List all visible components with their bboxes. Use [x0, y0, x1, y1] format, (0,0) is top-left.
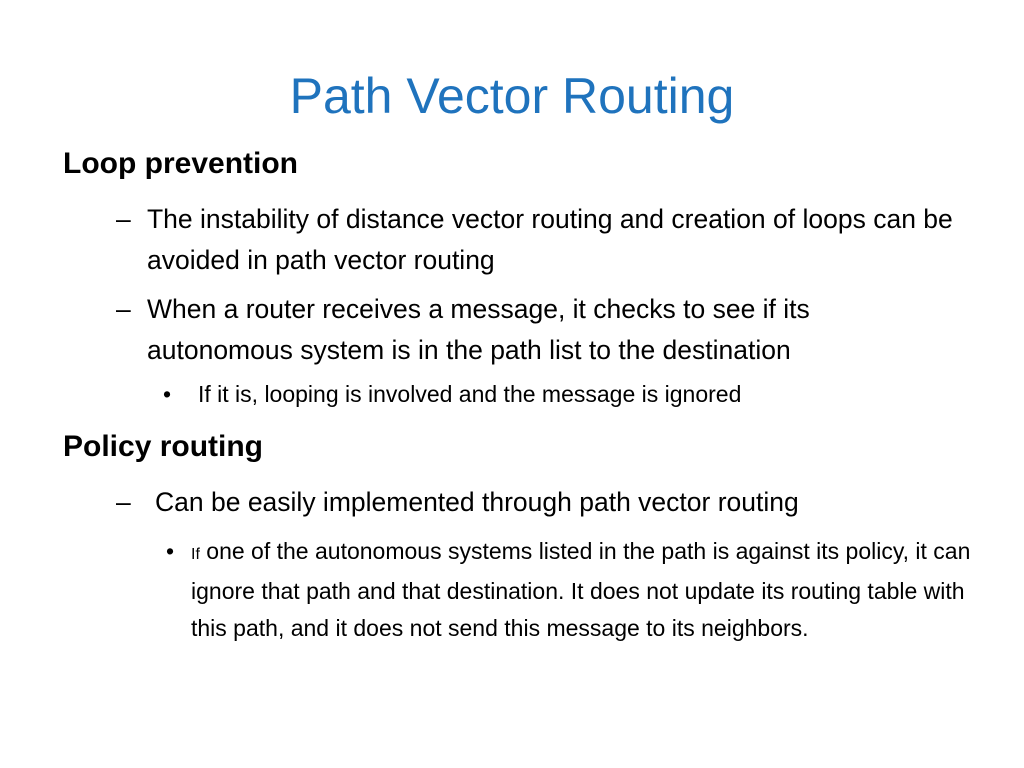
bullet-router-receives: [116, 289, 957, 371]
bullet-instability: [116, 199, 957, 281]
bullet-text: The instability of distance vector routing and creation of loops can be avoided in path vector routing: [147, 204, 953, 275]
sub-bullet-policy-ignore: [166, 533, 991, 647]
section-heading-loop-prevention: Loop prevention: [63, 147, 298, 180]
bullet-easily-implemented: [116, 482, 965, 523]
dash-marker: –: [116, 294, 131, 324]
slide-title: Path Vector Routing: [289, 68, 735, 124]
sub-bullet-text: one of the autonomous systems listed in the path is against its policy, it can ignore that path and that destination. It does not update its routing table with this path, and it does not send this message to its neighbors.: [191, 538, 971, 641]
sub-bullet-looping-ignored: [163, 376, 918, 413]
bullet-text: Can be easily implemented through path vector routing: [155, 487, 799, 517]
bullet-dot-marker: •: [166, 538, 175, 564]
bullet-text: When a router receives a message, it checks to see if its autonomous system is in the path list to the destination: [147, 294, 810, 365]
dash-marker: –: [116, 204, 131, 234]
sub-bullet-text-wrapper: [166, 533, 991, 647]
sub-bullet-lead: If: [191, 546, 200, 563]
sub-bullet-text: If it is, looping is involved and the message is ignored: [198, 381, 742, 407]
section-heading-policy-routing: Policy routing: [63, 430, 264, 463]
dash-marker: –: [116, 487, 131, 517]
bullet-dot-marker: •: [163, 381, 172, 407]
